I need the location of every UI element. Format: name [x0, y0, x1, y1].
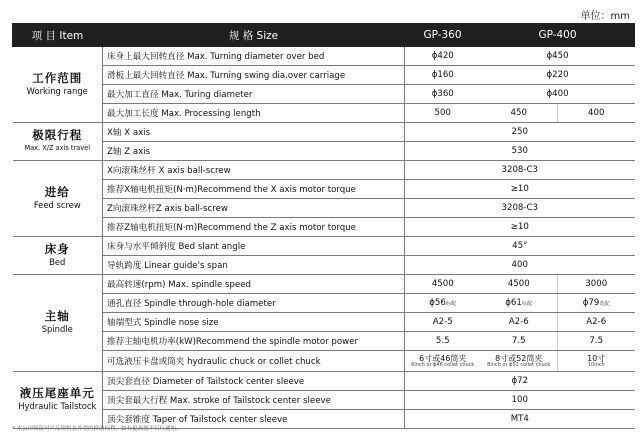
table-row — [13, 391, 635, 410]
table-row — [13, 180, 635, 199]
row-label: 通孔直径 Spindle through-hole diameter — [103, 294, 405, 313]
table-row — [13, 66, 635, 85]
value-note: 选配 — [599, 301, 610, 307]
category-en: Bed — [49, 256, 66, 267]
category-zh: 床身 — [44, 241, 70, 256]
value-gp400-a: A2-6 — [481, 313, 558, 332]
row-label: X向滚珠丝杆 X axis ball-screw — [103, 161, 405, 180]
value-all: 400 — [405, 256, 635, 275]
value-gp360: A2-5 — [405, 313, 481, 332]
row-label: 顶尖套最大行程 Max. stroke of Tailstock center sleeve — [103, 391, 405, 410]
row-label: X轴 X axis — [103, 123, 405, 142]
value-note: 6inch or ϕ46 collet chuck — [411, 361, 475, 368]
table-row — [13, 372, 635, 391]
table-row — [13, 332, 635, 351]
header-spec: 规 格 Size — [103, 24, 405, 47]
value-gp360: ϕ420 — [405, 47, 481, 66]
table-row — [13, 256, 635, 275]
value-all: MT4 — [405, 410, 635, 429]
table-row — [13, 142, 635, 161]
value-note: 标配 — [445, 301, 457, 307]
value-gp360: ϕ160 — [405, 66, 481, 85]
category-zh: 极限行程 — [32, 127, 83, 142]
value-all: 45° — [405, 237, 635, 256]
row-label: 顶尖套锥度 Taper of Tailstock center sleeve — [103, 410, 405, 429]
table-row — [13, 123, 635, 142]
value-gp400-b: 3000 — [558, 275, 635, 294]
spec-table — [12, 23, 635, 429]
row-label: 床身上最大回转直径 Max. Turning diameter over bed — [103, 47, 405, 66]
value-gp400-a — [481, 294, 558, 313]
value-main: 10寸 — [587, 353, 606, 363]
category-working-range — [13, 47, 103, 123]
value-all: 100 — [405, 391, 635, 410]
value-gp400-a — [481, 351, 558, 372]
value-gp400-a: 450 — [481, 104, 558, 123]
table-row — [13, 275, 635, 294]
value-gp360: 500 — [405, 104, 481, 123]
value-gp400-b — [558, 351, 635, 372]
value-main: ϕ61 — [505, 298, 522, 308]
table-row — [13, 85, 635, 104]
row-label: 最高转速(rpm) Max. spindle speed — [103, 275, 405, 294]
category-zh: 工作范围 — [32, 70, 83, 85]
value-gp400-a: 7.5 — [481, 332, 558, 351]
value-main: ϕ79 — [582, 298, 600, 308]
value-all: 250 — [405, 123, 635, 142]
value-all: ϕ72 — [405, 372, 635, 391]
header-item: 项 目 Item — [13, 24, 103, 47]
value-all: ≥10 — [405, 180, 635, 199]
row-label: Z向滚珠丝杆Z axis ball-screw — [103, 199, 405, 218]
row-label: 轴端型式 Spindle nose size — [103, 313, 405, 332]
row-label: 最大加工直径 Max. Turing diameter — [103, 85, 405, 104]
row-label: 床身与水平倾斜度 Bed slant angle — [103, 237, 405, 256]
category-tailstock — [13, 372, 103, 429]
value-gp360: ϕ360 — [405, 85, 481, 104]
category-travel — [13, 123, 103, 161]
category-zh: 液压尾座单元 — [19, 386, 95, 400]
value-note: 10inch — [587, 361, 605, 368]
table-row — [13, 313, 635, 332]
value-all: 3208-C3 — [405, 161, 635, 180]
row-label: 推荐X轴电机扭矩(N·m)Recommend the X axis motor torque — [103, 180, 405, 199]
row-label: 推荐主轴电机功率(kW)Recommend the spindle motor power — [103, 332, 405, 351]
row-label: Z轴 Z axis — [103, 142, 405, 161]
category-en: Spindle — [41, 324, 73, 334]
header-gp400: GP-400 — [481, 24, 635, 47]
value-gp400: ϕ450 — [481, 47, 635, 66]
row-label: 滑板上最大回转直径 Max. Turning swing dia.over carriage — [103, 66, 405, 85]
row-label: 最大加工长度 Max. Processing length — [103, 104, 405, 123]
value-gp360 — [405, 294, 481, 313]
value-gp360 — [405, 351, 481, 372]
row-label: 可选液压卡盘或筒夹 hydraulic chuck or collet chuck — [103, 351, 405, 372]
category-en: Max. X/Z axis travel — [24, 143, 91, 152]
category-bed — [13, 237, 103, 275]
table-row — [13, 199, 635, 218]
value-all: 530 — [405, 142, 635, 161]
row-label: 导轨跨度 Linear guide's span — [103, 256, 405, 275]
value-gp360: 5.5 — [405, 332, 481, 351]
value-main: 6寸或46筒夹 — [419, 353, 467, 363]
value-gp400: ϕ220 — [481, 66, 635, 85]
table-row — [13, 47, 635, 66]
category-en: Working range — [26, 85, 88, 96]
header-gp360: GP-360 — [405, 24, 481, 47]
category-en: Hydraulic Tailstock — [18, 401, 97, 411]
value-main: ϕ56 — [429, 298, 446, 308]
row-label: 顶尖套直径 Diameter of Tailstock center sleeve — [103, 372, 405, 391]
category-spindle — [13, 275, 103, 372]
table-row — [13, 351, 635, 372]
header-row — [13, 24, 635, 47]
value-all: 3208-C3 — [405, 199, 635, 218]
unit-label: 单位：mm — [580, 11, 630, 22]
table-row — [13, 218, 635, 237]
table-row — [13, 161, 635, 180]
value-gp400-b: A2-6 — [558, 313, 635, 332]
category-zh: 主轴 — [44, 309, 70, 323]
category-en: Feed screw — [33, 199, 81, 210]
value-main: 8寸或52筒夹 — [495, 353, 543, 363]
value-gp360: 4500 — [405, 275, 481, 294]
value-gp400-a: 4500 — [481, 275, 558, 294]
row-label: 推荐Z轴电机扭矩(N·m)Recommend the Z axis motor torque — [103, 218, 405, 237]
footnote: * 本公司保留对产品规格及外观的修改权利，如有更改恕不另行通知。 — [12, 426, 182, 432]
table-row — [13, 237, 635, 256]
value-note: 8inch or ϕ52 collet chuck — [487, 361, 551, 368]
table-row — [13, 294, 635, 313]
value-all: ≥10 — [405, 218, 635, 237]
value-note: 标配 — [521, 301, 533, 307]
value-gp400-b: 400 — [558, 104, 635, 123]
table-row — [13, 104, 635, 123]
category-zh: 进给 — [44, 184, 70, 199]
value-gp400-b: 7.5 — [558, 332, 635, 351]
value-gp400: ϕ400 — [481, 85, 635, 104]
value-gp400-b — [558, 294, 635, 313]
category-feed — [13, 161, 103, 237]
